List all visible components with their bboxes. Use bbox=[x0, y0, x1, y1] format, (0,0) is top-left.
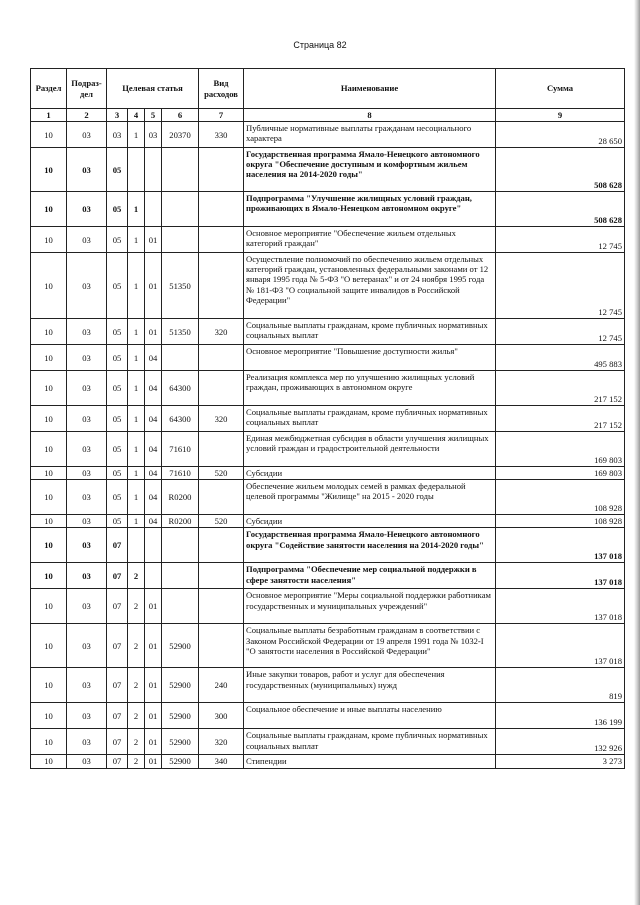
cell-podrazdel: 03 bbox=[67, 432, 107, 467]
cell-cs4 bbox=[162, 589, 199, 624]
cell-cs4: 64300 bbox=[162, 406, 199, 432]
cell-name: Подпрограмма "Обеспечение мер социальной поддержки в сфере занятости населения" bbox=[244, 563, 496, 589]
cell-cs3: 04 bbox=[145, 432, 162, 467]
cell-cs2: 1 bbox=[128, 227, 145, 253]
cell-name: Социальные выплаты гражданам, кроме публичных нормативных социальных выплат bbox=[244, 729, 496, 755]
cell-name: Государственная программа Ямало-Ненецкого автономного округа "Содействие занятости населения на 2014-2020 годы" bbox=[244, 528, 496, 563]
cell-vid bbox=[199, 432, 244, 467]
cell-podrazdel: 03 bbox=[67, 703, 107, 729]
cell-cs4: 51350 bbox=[162, 253, 199, 319]
table-row bbox=[31, 467, 625, 480]
header-summa: Сумма bbox=[496, 69, 625, 109]
cell-name: Основное мероприятие "Меры социальной поддержки работникам государственных и муниципальных учреждений" bbox=[244, 589, 496, 624]
cell-sum: 108 928 bbox=[496, 515, 625, 528]
cell-name: Субсидии bbox=[244, 515, 496, 528]
cell-cs3: 01 bbox=[145, 668, 162, 703]
cell-razdel: 10 bbox=[31, 432, 67, 467]
cell-name: Социальное обеспечение и иные выплаты населению bbox=[244, 703, 496, 729]
cell-cs3: 04 bbox=[145, 480, 162, 515]
cell-vid bbox=[199, 227, 244, 253]
cell-cs3 bbox=[145, 148, 162, 192]
cell-cs3 bbox=[145, 563, 162, 589]
header-podrazdel: Подраз-дел bbox=[67, 69, 107, 109]
cell-sum: 169 803 bbox=[496, 467, 625, 480]
table-row bbox=[31, 345, 625, 371]
cell-cs3: 04 bbox=[145, 467, 162, 480]
cell-cs1: 07 bbox=[107, 729, 128, 755]
cell-name: Государственная программа Ямало-Ненецкого автономного округа "Обеспечение доступным и комфортным жильем населения на 2014-2020 годы" bbox=[244, 148, 496, 192]
cell-sum: 508 628 bbox=[496, 148, 625, 192]
cell-sum: 12 745 bbox=[496, 319, 625, 345]
scan-edge bbox=[634, 0, 640, 905]
table-row bbox=[31, 371, 625, 406]
table-row bbox=[31, 589, 625, 624]
cell-vid bbox=[199, 528, 244, 563]
cell-razdel: 10 bbox=[31, 467, 67, 480]
cell-name: Социальные выплаты гражданам, кроме публичных нормативных социальных выплат bbox=[244, 319, 496, 345]
cell-cs3: 03 bbox=[145, 122, 162, 148]
cell-name: Социальные выплаты безработным гражданам в соответствии с Законом Российской Федерации от 19 апреля 1991 года № 1032-I "О занятости населения в Российской Федерации" bbox=[244, 624, 496, 668]
table-row bbox=[31, 515, 625, 528]
cell-cs1: 05 bbox=[107, 515, 128, 528]
cell-name: Основное мероприятие "Повышение доступности жилья" bbox=[244, 345, 496, 371]
cell-cs2: 1 bbox=[128, 480, 145, 515]
page-title: Страница 82 bbox=[293, 40, 347, 50]
cell-cs1: 05 bbox=[107, 319, 128, 345]
cell-cs3: 01 bbox=[145, 624, 162, 668]
cell-razdel: 10 bbox=[31, 589, 67, 624]
col-num: 7 bbox=[199, 109, 244, 122]
cell-sum: 132 926 bbox=[496, 729, 625, 755]
cell-sum: 495 883 bbox=[496, 345, 625, 371]
cell-cs4: 20370 bbox=[162, 122, 199, 148]
cell-cs4: 51350 bbox=[162, 319, 199, 345]
table-row bbox=[31, 563, 625, 589]
col-num: 5 bbox=[145, 109, 162, 122]
cell-cs1: 05 bbox=[107, 406, 128, 432]
budget-table bbox=[30, 68, 625, 769]
cell-cs2: 1 bbox=[128, 467, 145, 480]
cell-razdel: 10 bbox=[31, 406, 67, 432]
cell-podrazdel: 03 bbox=[67, 515, 107, 528]
cell-vid bbox=[199, 253, 244, 319]
cell-cs1: 05 bbox=[107, 345, 128, 371]
cell-cs1: 05 bbox=[107, 227, 128, 253]
cell-podrazdel: 03 bbox=[67, 122, 107, 148]
header-row bbox=[31, 69, 625, 109]
cell-sum: 137 018 bbox=[496, 528, 625, 563]
cell-name: Субсидии bbox=[244, 467, 496, 480]
cell-podrazdel: 03 bbox=[67, 563, 107, 589]
cell-cs2: 2 bbox=[128, 624, 145, 668]
cell-sum: 28 650 bbox=[496, 122, 625, 148]
cell-vid bbox=[199, 148, 244, 192]
cell-razdel: 10 bbox=[31, 371, 67, 406]
cell-vid bbox=[199, 624, 244, 668]
cell-cs1: 07 bbox=[107, 703, 128, 729]
table-row bbox=[31, 528, 625, 563]
header-vid: Вид расходов bbox=[199, 69, 244, 109]
cell-sum: 217 152 bbox=[496, 371, 625, 406]
cell-sum: 137 018 bbox=[496, 624, 625, 668]
cell-cs1: 07 bbox=[107, 589, 128, 624]
cell-vid bbox=[199, 480, 244, 515]
cell-cs2: 2 bbox=[128, 755, 145, 768]
cell-cs3: 01 bbox=[145, 253, 162, 319]
col-num: 3 bbox=[107, 109, 128, 122]
cell-cs4 bbox=[162, 148, 199, 192]
table-row bbox=[31, 253, 625, 319]
col-num: 1 bbox=[31, 109, 67, 122]
cell-cs4 bbox=[162, 227, 199, 253]
cell-cs4: 52900 bbox=[162, 755, 199, 768]
cell-podrazdel: 03 bbox=[67, 345, 107, 371]
cell-podrazdel: 03 bbox=[67, 528, 107, 563]
table-row bbox=[31, 729, 625, 755]
cell-cs4: 52900 bbox=[162, 729, 199, 755]
cell-vid: 320 bbox=[199, 319, 244, 345]
cell-razdel: 10 bbox=[31, 624, 67, 668]
cell-cs3 bbox=[145, 192, 162, 227]
cell-cs4 bbox=[162, 563, 199, 589]
cell-name: Стипендии bbox=[244, 755, 496, 768]
cell-cs2 bbox=[128, 528, 145, 563]
col-num: 9 bbox=[496, 109, 625, 122]
cell-name: Социальные выплаты гражданам, кроме публичных нормативных социальных выплат bbox=[244, 406, 496, 432]
cell-cs3: 01 bbox=[145, 319, 162, 345]
cell-cs1: 03 bbox=[107, 122, 128, 148]
cell-cs4: 64300 bbox=[162, 371, 199, 406]
cell-podrazdel: 03 bbox=[67, 406, 107, 432]
table-row bbox=[31, 480, 625, 515]
cell-cs2: 1 bbox=[128, 319, 145, 345]
table-row bbox=[31, 192, 625, 227]
cell-vid: 340 bbox=[199, 755, 244, 768]
table-row bbox=[31, 432, 625, 467]
cell-cs3: 04 bbox=[145, 345, 162, 371]
cell-cs4: 71610 bbox=[162, 432, 199, 467]
cell-razdel: 10 bbox=[31, 528, 67, 563]
table-body bbox=[31, 122, 625, 768]
cell-cs4: R0200 bbox=[162, 480, 199, 515]
cell-cs4: 71610 bbox=[162, 467, 199, 480]
cell-cs1: 05 bbox=[107, 467, 128, 480]
cell-vid: 240 bbox=[199, 668, 244, 703]
cell-sum: 136 199 bbox=[496, 703, 625, 729]
col-num: 8 bbox=[244, 109, 496, 122]
cell-cs3: 04 bbox=[145, 371, 162, 406]
cell-cs1: 05 bbox=[107, 480, 128, 515]
cell-podrazdel: 03 bbox=[67, 227, 107, 253]
cell-sum: 12 745 bbox=[496, 253, 625, 319]
cell-razdel: 10 bbox=[31, 122, 67, 148]
cell-razdel: 10 bbox=[31, 515, 67, 528]
header-naim: Наименование bbox=[244, 69, 496, 109]
cell-vid bbox=[199, 371, 244, 406]
cell-podrazdel: 03 bbox=[67, 729, 107, 755]
cell-cs2: 2 bbox=[128, 703, 145, 729]
table-row bbox=[31, 668, 625, 703]
cell-cs2: 2 bbox=[128, 668, 145, 703]
cell-name: Единая межбюджетная субсидия в области улучшения жилищных условий граждан и градостроительной деятельности bbox=[244, 432, 496, 467]
cell-cs1: 05 bbox=[107, 192, 128, 227]
cell-razdel: 10 bbox=[31, 148, 67, 192]
cell-podrazdel: 03 bbox=[67, 480, 107, 515]
cell-vid: 330 bbox=[199, 122, 244, 148]
cell-podrazdel: 03 bbox=[67, 319, 107, 345]
header-razdel: Раздел bbox=[31, 69, 67, 109]
table-row bbox=[31, 319, 625, 345]
cell-cs2: 1 bbox=[128, 515, 145, 528]
cell-cs3: 04 bbox=[145, 515, 162, 528]
cell-cs2: 2 bbox=[128, 589, 145, 624]
cell-razdel: 10 bbox=[31, 345, 67, 371]
cell-cs2: 1 bbox=[128, 122, 145, 148]
cell-razdel: 10 bbox=[31, 755, 67, 768]
col-num: 6 bbox=[162, 109, 199, 122]
cell-cs1: 05 bbox=[107, 371, 128, 406]
cell-cs3: 04 bbox=[145, 406, 162, 432]
cell-vid bbox=[199, 192, 244, 227]
cell-cs2: 1 bbox=[128, 371, 145, 406]
cell-cs2: 1 bbox=[128, 253, 145, 319]
cell-cs2: 1 bbox=[128, 432, 145, 467]
cell-vid bbox=[199, 345, 244, 371]
cell-cs3: 01 bbox=[145, 589, 162, 624]
cell-razdel: 10 bbox=[31, 668, 67, 703]
cell-podrazdel: 03 bbox=[67, 467, 107, 480]
cell-cs3: 01 bbox=[145, 227, 162, 253]
cell-name: Обеспечение жильем молодых семей в рамках федеральной целевой программы "Жилище" на 2015 - 2020 годы bbox=[244, 480, 496, 515]
cell-razdel: 10 bbox=[31, 227, 67, 253]
cell-cs3: 01 bbox=[145, 729, 162, 755]
cell-podrazdel: 03 bbox=[67, 192, 107, 227]
cell-cs1: 05 bbox=[107, 253, 128, 319]
cell-razdel: 10 bbox=[31, 192, 67, 227]
cell-vid: 300 bbox=[199, 703, 244, 729]
col-num: 4 bbox=[128, 109, 145, 122]
cell-cs2: 1 bbox=[128, 406, 145, 432]
cell-sum: 137 018 bbox=[496, 563, 625, 589]
cell-name: Осуществление полномочий по обеспечению жильем отдельных категорий граждан, установленных федеральными законами от 12 января 1995 года № 5-ФЗ "О ветеранах" и от 24 ноября 1995 года № 181-ФЗ "О социальной защите инвалидов в Российской Федерации" bbox=[244, 253, 496, 319]
cell-cs1: 05 bbox=[107, 148, 128, 192]
cell-sum: 137 018 bbox=[496, 589, 625, 624]
cell-sum: 508 628 bbox=[496, 192, 625, 227]
cell-cs1: 07 bbox=[107, 624, 128, 668]
cell-razdel: 10 bbox=[31, 729, 67, 755]
cell-cs2: 1 bbox=[128, 345, 145, 371]
cell-podrazdel: 03 bbox=[67, 668, 107, 703]
cell-vid: 320 bbox=[199, 729, 244, 755]
cell-cs4: R0200 bbox=[162, 515, 199, 528]
cell-vid: 520 bbox=[199, 467, 244, 480]
cell-cs2: 2 bbox=[128, 563, 145, 589]
cell-cs4 bbox=[162, 345, 199, 371]
table-row bbox=[31, 122, 625, 148]
cell-razdel: 10 bbox=[31, 253, 67, 319]
cell-cs1: 07 bbox=[107, 563, 128, 589]
cell-vid: 520 bbox=[199, 515, 244, 528]
cell-vid bbox=[199, 563, 244, 589]
cell-sum: 819 bbox=[496, 668, 625, 703]
cell-cs3: 01 bbox=[145, 755, 162, 768]
table-row bbox=[31, 703, 625, 729]
cell-cs1: 07 bbox=[107, 528, 128, 563]
cell-name: Основное мероприятие "Обеспечение жильем отдельных категорий граждан" bbox=[244, 227, 496, 253]
cell-cs1: 05 bbox=[107, 432, 128, 467]
cell-cs4: 52900 bbox=[162, 668, 199, 703]
table-row bbox=[31, 227, 625, 253]
cell-sum: 217 152 bbox=[496, 406, 625, 432]
cell-name: Иные закупки товаров, работ и услуг для обеспечения государственных (муниципальных) нужд bbox=[244, 668, 496, 703]
cell-cs4 bbox=[162, 192, 199, 227]
cell-cs1: 07 bbox=[107, 755, 128, 768]
header-celevaya: Целевая статья bbox=[107, 69, 199, 109]
cell-name: Реализация комплекса мер по улучшению жилищных условий граждан, проживающих в автономном округе bbox=[244, 371, 496, 406]
cell-podrazdel: 03 bbox=[67, 755, 107, 768]
cell-podrazdel: 03 bbox=[67, 624, 107, 668]
cell-cs4 bbox=[162, 528, 199, 563]
cell-cs3: 01 bbox=[145, 703, 162, 729]
cell-name: Публичные нормативные выплаты гражданам несоциального характера bbox=[244, 122, 496, 148]
cell-cs4: 52900 bbox=[162, 624, 199, 668]
cell-sum: 108 928 bbox=[496, 480, 625, 515]
cell-razdel: 10 bbox=[31, 703, 67, 729]
cell-cs4: 52900 bbox=[162, 703, 199, 729]
table-row bbox=[31, 755, 625, 768]
cell-cs2: 1 bbox=[128, 192, 145, 227]
cell-razdel: 10 bbox=[31, 319, 67, 345]
cell-sum: 169 803 bbox=[496, 432, 625, 467]
cell-podrazdel: 03 bbox=[67, 371, 107, 406]
cell-cs2 bbox=[128, 148, 145, 192]
cell-vid: 320 bbox=[199, 406, 244, 432]
column-number-row bbox=[31, 109, 625, 122]
cell-podrazdel: 03 bbox=[67, 589, 107, 624]
cell-podrazdel: 03 bbox=[67, 253, 107, 319]
col-num: 2 bbox=[67, 109, 107, 122]
table-row bbox=[31, 148, 625, 192]
cell-name: Подпрограмма "Улучшение жилищных условий граждан, проживающих в Ямало-Ненецком автономном округе" bbox=[244, 192, 496, 227]
cell-cs1: 07 bbox=[107, 668, 128, 703]
cell-razdel: 10 bbox=[31, 563, 67, 589]
cell-razdel: 10 bbox=[31, 480, 67, 515]
cell-cs2: 2 bbox=[128, 729, 145, 755]
cell-sum: 12 745 bbox=[496, 227, 625, 253]
cell-vid bbox=[199, 589, 244, 624]
table-row bbox=[31, 624, 625, 668]
cell-podrazdel: 03 bbox=[67, 148, 107, 192]
cell-cs3 bbox=[145, 528, 162, 563]
table-row bbox=[31, 406, 625, 432]
cell-sum: 3 273 bbox=[496, 755, 625, 768]
